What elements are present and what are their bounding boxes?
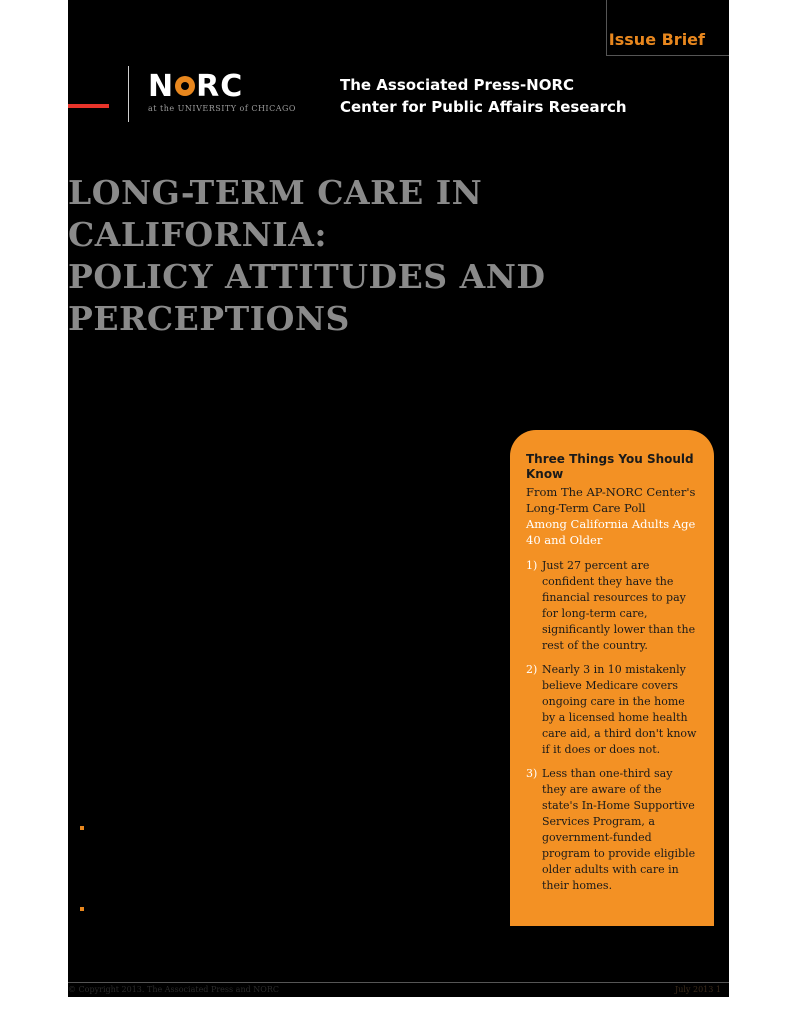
- footer-date-page: July 2013 1: [675, 985, 721, 994]
- document-page: [68, 0, 729, 997]
- finding-text: Less than one-third say they are aware of the state's In-Home Supportive Services Program, a government-funded program to provide eligible older adults with care in their homes.: [542, 767, 696, 892]
- finding-number: 2): [526, 663, 538, 676]
- footer-copyright: © Copyright 2013. The Associated Press and NORC: [68, 985, 279, 994]
- finding-number: 1): [526, 559, 538, 572]
- title-line1: LONG-TERM CARE IN CALIFORNIA:: [68, 173, 483, 254]
- finding-text: Just 27 percent are confident they have the financial resources to pay for long-term care, significantly lower than the rest of the country.: [542, 559, 696, 652]
- bullet-marker: [80, 826, 84, 830]
- logo-o-icon: [175, 76, 195, 96]
- logo-letter-n: N: [148, 69, 175, 104]
- center-name: [340, 74, 627, 118]
- title-line2: POLICY ATTITUDES AND: [68, 257, 546, 296]
- sidebar-population: Among California Adults Age 40 and Older: [526, 517, 696, 547]
- center-name-line1: The Associated Press-NORC: [340, 76, 575, 94]
- finding-text: Nearly 3 in 10 mistakenly believe Medicare covers ongoing care in the home by a licensed home health care aid, a third don't know if it does or does not.: [542, 663, 697, 756]
- norc-logo: [148, 69, 244, 104]
- finding-item: [526, 766, 698, 894]
- issue-brief-tab: [606, 0, 729, 56]
- page-title: [68, 172, 708, 340]
- footer-divider: [68, 982, 729, 983]
- sidebar-source: From The AP-NORC Center's Long-Term Care Poll: [526, 485, 696, 515]
- issue-brief-label: Issue Brief: [608, 30, 705, 49]
- finding-item: [526, 558, 698, 654]
- sidebar-heading: Three Things You Should Know: [526, 452, 694, 481]
- key-findings-sidebar: [510, 430, 714, 926]
- bullet-marker: [80, 907, 84, 911]
- accent-bar: [68, 104, 109, 108]
- finding-item: [526, 662, 698, 758]
- title-line3: PERCEPTIONS: [68, 299, 350, 338]
- logo-divider: [128, 66, 129, 122]
- finding-number: 3): [526, 767, 538, 780]
- findings-list: [526, 558, 698, 894]
- logo-subtitle: at the UNIVERSITY of CHICAGO: [148, 104, 296, 113]
- logo-letters-rc: RC: [196, 69, 244, 104]
- center-name-line2: Center for Public Affairs Research: [340, 98, 627, 116]
